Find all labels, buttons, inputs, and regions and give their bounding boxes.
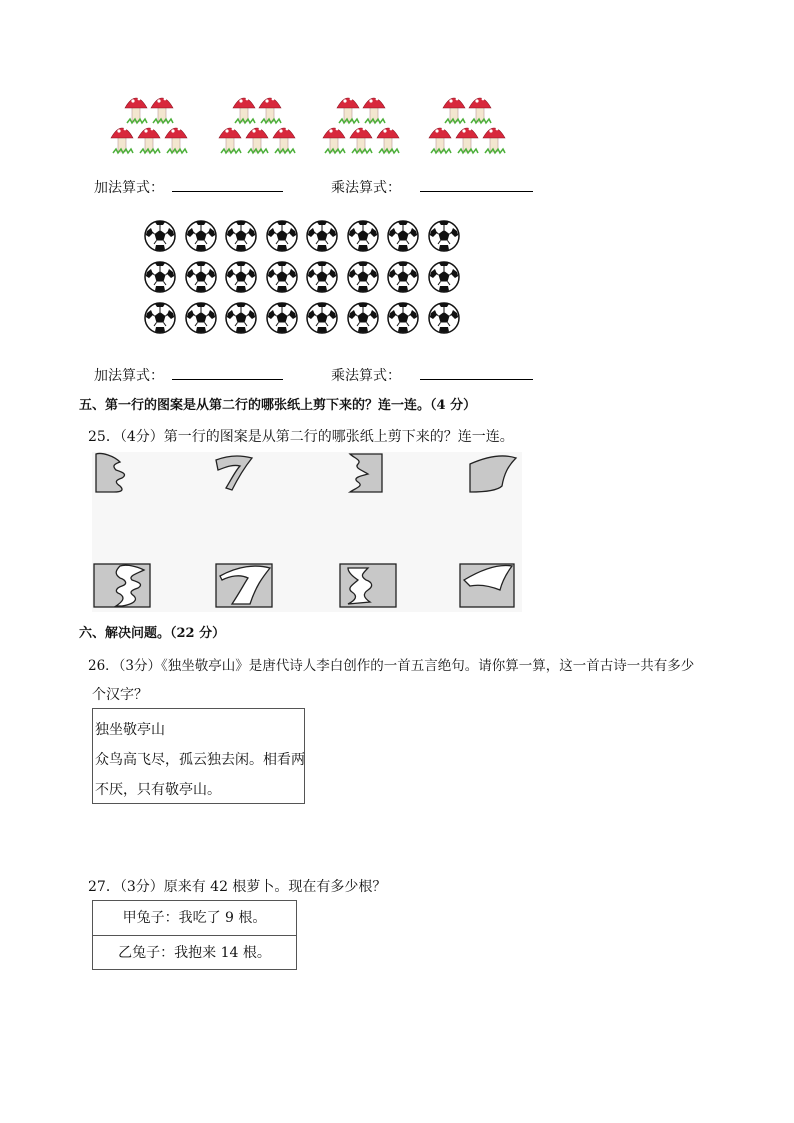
soccer-ball-icon [306, 220, 336, 250]
mushroom [219, 128, 241, 153]
paper-d[interactable] [460, 564, 514, 607]
soccer-ball-icon [387, 220, 417, 250]
balls-mul-label: 乘法算式： [331, 368, 401, 384]
mushroom [111, 128, 133, 153]
rabbit-table [92, 900, 297, 970]
paper-a[interactable] [94, 564, 150, 607]
soccer-ball-grid [140, 218, 470, 342]
mushroom [469, 98, 491, 123]
soccer-ball-icon [185, 302, 215, 332]
section5-heading: 五、第一行的图案是从第二行的哪张纸上剪下来的？连一连。（4 分） [79, 398, 477, 413]
mushroom [337, 98, 359, 123]
mushroom [429, 128, 451, 153]
mushroom [456, 128, 478, 153]
soccer-ball-icon [266, 302, 296, 332]
soccer-ball-icon [387, 302, 417, 332]
soccer-ball-icon [347, 220, 377, 250]
soccer-ball-icon [347, 261, 377, 291]
mushroom-group-2 [219, 98, 295, 153]
soccer-ball-icon [225, 220, 255, 250]
mushroom [259, 98, 281, 123]
mushroom [377, 128, 399, 153]
soccer-ball-icon [185, 261, 215, 291]
soccer-ball-icon [144, 220, 174, 250]
soccer-ball-icon [225, 261, 255, 291]
q26-text-line2: 个汉字？ [92, 687, 148, 703]
paper-b[interactable] [216, 564, 272, 607]
mushroom [483, 128, 505, 153]
rabbit-row-yi: 乙兔子：我抱来 14 根。 [118, 945, 271, 961]
mushroom-add-answer-line[interactable] [172, 191, 283, 192]
mushroom [125, 98, 147, 123]
rabbit-row-jia: 甲兔子：我吃了 9 根。 [93, 901, 296, 936]
poem-line-2: 不厌，只有敬亭山。 [95, 782, 221, 798]
mushroom [138, 128, 160, 153]
soccer-ball-icon [428, 220, 458, 250]
mushroom-group-3 [323, 98, 399, 153]
soccer-ball-icon [185, 220, 215, 250]
q26-text-line1: 26．（3分）《独坐敬亭山》是唐代诗人李白创作的一首五言绝句。请你算一算，这一首古诗一共有多少 [88, 658, 695, 674]
soccer-ball-icon [306, 302, 336, 332]
paper-c[interactable] [340, 564, 396, 607]
balls-mul-answer-line[interactable] [420, 379, 533, 380]
poem-line-1: 众鸟高飞尽，孤云独去闲。相看两 [95, 752, 305, 768]
cutout-matching-figure [92, 452, 522, 612]
soccer-ball-icon [428, 261, 458, 291]
mushroom-groups [95, 92, 535, 164]
mushroom-mul-answer-line[interactable] [420, 191, 533, 192]
balls-add-label: 加法算式： [94, 368, 164, 384]
mushroom-add-label: 加法算式： [94, 180, 164, 196]
soccer-ball-icon [266, 220, 296, 250]
mushroom-group-4 [429, 98, 505, 153]
soccer-ball-icon [306, 261, 336, 291]
mushroom [233, 98, 255, 123]
soccer-ball-icon [144, 261, 174, 291]
mushroom [350, 128, 372, 153]
poem-title: 独坐敬亭山 [95, 722, 165, 738]
mushroom [165, 128, 187, 153]
q25-text: 25．（4分）第一行的图案是从第二行的哪张纸上剪下来的？连一连。 [88, 429, 514, 445]
soccer-ball-icon [347, 302, 377, 332]
mushroom [443, 98, 465, 123]
mushroom [323, 128, 345, 153]
mushroom-mul-label: 乘法算式： [331, 180, 401, 196]
mushroom [246, 128, 268, 153]
mushroom-group-1 [111, 98, 187, 153]
soccer-ball-icon [266, 261, 296, 291]
soccer-ball-icon [387, 261, 417, 291]
soccer-ball-icon [144, 302, 174, 332]
soccer-ball-icon [225, 302, 255, 332]
balls-add-answer-line[interactable] [172, 379, 283, 380]
mushroom [273, 128, 295, 153]
q27-text: 27．（3分）原来有 42 根萝卜。现在有多少根？ [88, 879, 387, 895]
mushroom [151, 98, 173, 123]
soccer-ball-icon [428, 302, 458, 332]
mushroom [363, 98, 385, 123]
section6-heading: 六、解决问题。（22 分） [79, 626, 226, 641]
poem-box [92, 708, 305, 804]
figure-background [92, 452, 522, 612]
